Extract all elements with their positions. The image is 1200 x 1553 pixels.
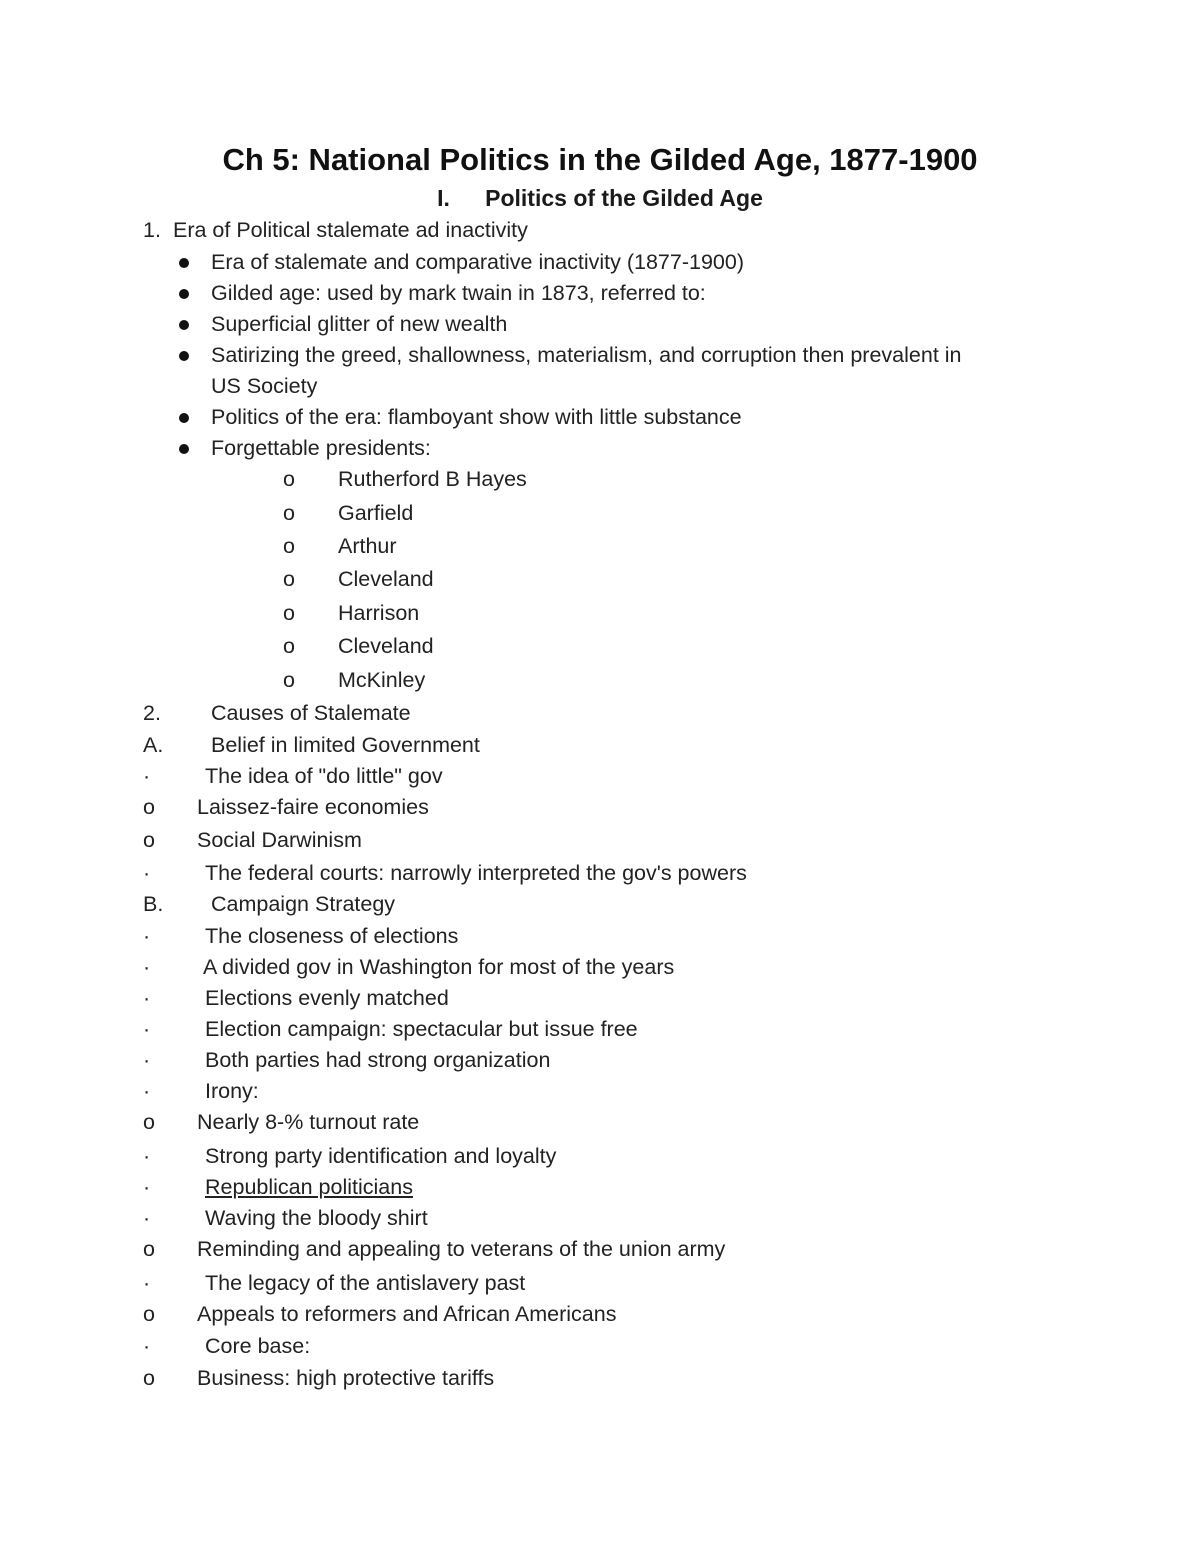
outline-text: Strong party identification and loyalty [205, 1144, 557, 1168]
bullet-text: Gilded age: used by mark twain in 1873, referred to: [211, 281, 706, 305]
outline-marker: · [143, 955, 151, 979]
sub-bullet-marker: o [283, 634, 295, 658]
outline-text: Waving the bloody shirt [205, 1206, 428, 1230]
outline-marker: · [143, 924, 151, 948]
president-name: Rutherford B Hayes [338, 467, 527, 491]
bullet-text: Era of stalemate and comparative inactivity (1877-1900) [211, 250, 744, 274]
outline-text: Core base: [205, 1334, 311, 1358]
outline-text: The closeness of elections [205, 924, 459, 948]
outline-marker: o [143, 1366, 155, 1390]
outline-text: Republican politicians [205, 1175, 413, 1199]
president-name: McKinley [338, 668, 426, 692]
outline-marker: A. [143, 733, 164, 757]
outline-marker: B. [143, 892, 164, 916]
section-numeral: I. [437, 185, 450, 211]
bullet-dot-icon [179, 258, 189, 268]
outline-marker: · [143, 1017, 151, 1041]
outline-marker: o [143, 1302, 155, 1326]
outline-text: Causes of Stalemate [211, 701, 411, 725]
outline-marker: o [143, 828, 155, 852]
outline-text: The federal courts: narrowly interpreted the gov's powers [205, 861, 747, 885]
outline-text: Appeals to reformers and African Americans [197, 1302, 617, 1326]
president-name: Arthur [338, 534, 397, 558]
bullet-text: Superficial glitter of new wealth [211, 312, 508, 336]
outline-text: Elections evenly matched [205, 986, 449, 1010]
sub-bullet-marker: o [283, 567, 295, 591]
outline-text: A divided gov in Washington for most of the years [203, 955, 675, 979]
president-name: Cleveland [338, 634, 434, 658]
president-name: Garfield [338, 501, 414, 525]
outline-text: Nearly 8-% turnout rate [197, 1110, 420, 1134]
outline-marker: · [143, 764, 151, 788]
outline-marker: · [143, 1206, 151, 1230]
page-title: Ch 5: National Politics in the Gilded Age, 1877-1900 [222, 142, 978, 177]
list-item-text: Era of Political stalemate ad inactivity [173, 218, 528, 242]
outline-text: Irony: [205, 1079, 259, 1103]
section-heading [0, 183, 1200, 213]
outline-text: Campaign Strategy [211, 892, 396, 916]
outline-text: The legacy of the antislavery past [205, 1271, 526, 1295]
president-name: Cleveland [338, 567, 434, 591]
outline-marker: · [143, 1334, 151, 1358]
outline-marker: · [143, 1144, 151, 1168]
outline-marker: · [143, 1048, 151, 1072]
outline-text: Belief in limited Government [211, 733, 480, 757]
bullet-text: Forgettable presidents: [211, 436, 431, 460]
bullet-text: Politics of the era: flamboyant show with little substance [211, 405, 742, 429]
president-name: Harrison [338, 601, 420, 625]
bullet-dot-icon [179, 444, 189, 454]
bullet-text: US Society [211, 374, 318, 398]
bullet-text: Satirizing the greed, shallowness, materialism, and corruption then prevalent in [211, 343, 962, 367]
outline-text: The idea of "do little" gov [205, 764, 443, 788]
outline-marker: o [143, 795, 155, 819]
bullet-dot-icon [179, 320, 189, 330]
outline-marker: · [143, 861, 151, 885]
outline-text: Laissez-faire economies [197, 795, 429, 819]
outline-text: Both parties had strong organization [205, 1048, 551, 1072]
bullet-dot-icon [179, 413, 189, 423]
outline-marker: · [143, 1079, 151, 1103]
section-heading-text: Politics of the Gilded Age [485, 185, 763, 211]
outline-marker: 2. [143, 701, 161, 725]
outline-marker: · [143, 1271, 151, 1295]
outline-text: Social Darwinism [197, 828, 362, 852]
sub-bullet-marker: o [283, 601, 295, 625]
outline-marker: · [143, 986, 151, 1010]
sub-bullet-marker: o [283, 501, 295, 525]
outline-marker: o [143, 1110, 155, 1134]
sub-bullet-marker: o [283, 668, 295, 692]
outline-text: Reminding and appealing to veterans of the union army [197, 1237, 726, 1261]
bullet-dot-icon [179, 289, 189, 299]
outline-marker: · [143, 1175, 151, 1199]
outline-text: Business: high protective tariffs [197, 1366, 495, 1390]
outline-text: Election campaign: spectacular but issue free [205, 1017, 638, 1041]
outline-marker: o [143, 1237, 155, 1261]
sub-bullet-marker: o [283, 534, 295, 558]
list-number: 1. [143, 218, 161, 242]
sub-bullet-marker: o [283, 467, 295, 491]
bullet-dot-icon [179, 351, 189, 361]
